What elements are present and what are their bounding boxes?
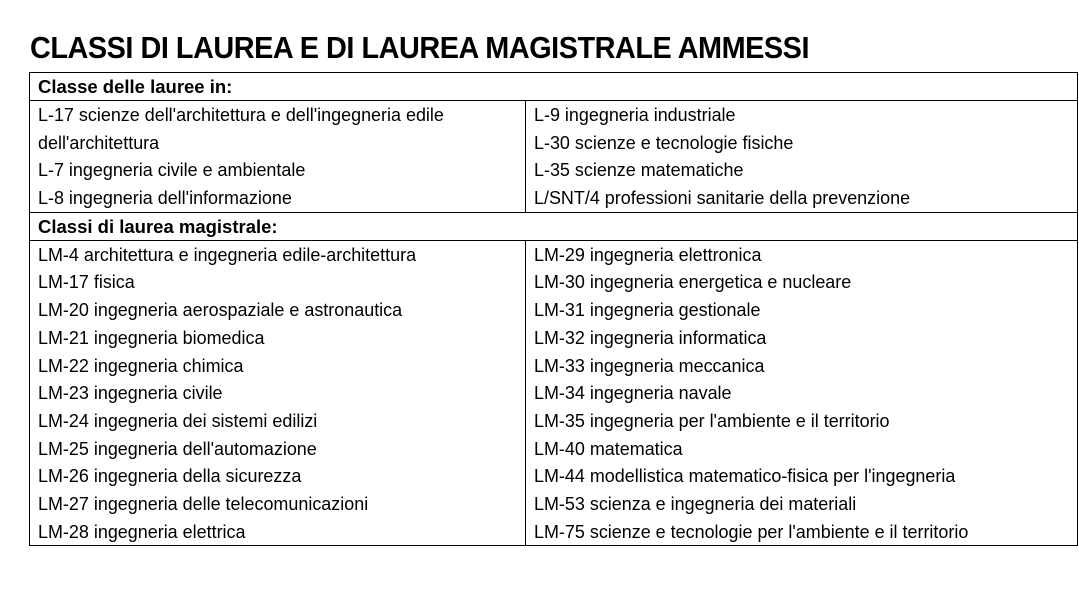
section-header-lauree: Classe delle lauree in:: [30, 73, 1078, 101]
list-item: LM-53 scienza e ingegneria dei materiali: [534, 492, 857, 514]
list-item: L-30 scienze e tecnologie fisiche: [534, 131, 794, 153]
list-item: LM-4 architettura e ingegneria edile-architettura: [38, 243, 417, 265]
list-item: LM-27 ingegneria delle telecomunicazioni: [38, 492, 369, 514]
magistrale-right-column: [526, 240, 1078, 546]
classes-table: [29, 72, 1078, 546]
list-item: L-17 scienze dell'architettura e dell'ingegneria edile: [38, 104, 444, 125]
list-item: LM-44 modellistica matematico-fisica per l'ingegneria: [534, 465, 956, 487]
list-item: LM-33 ingegneria meccanica: [534, 354, 765, 376]
list-item: LM-25 ingegneria dell'automazione: [38, 437, 317, 459]
list-item: LM-31 ingegneria gestionale: [534, 299, 761, 321]
lauree-left-column: [30, 101, 526, 213]
list-item: LM-21 ingegneria biomedica: [38, 326, 265, 348]
section-header-magistrale: Classi di laurea magistrale:: [30, 212, 1078, 240]
list-item: LM-23 ingegneria civile: [38, 382, 223, 404]
lauree-right-column: [526, 101, 1078, 213]
list-item: LM-22 ingegneria chimica: [38, 354, 244, 376]
list-item: LM-30 ingegneria energetica e nucleare: [534, 271, 852, 293]
list-item: L-35 scienze matematiche: [534, 159, 744, 181]
magistrale-left-column: [30, 240, 526, 546]
list-item: L-7 ingegneria civile e ambientale: [38, 159, 306, 181]
list-item: L-8 ingegneria dell'informazione: [38, 187, 292, 209]
list-item: LM-34 ingegneria navale: [534, 382, 732, 404]
page-title: CLASSI DI LAUREA E DI LAUREA MAGISTRALE AMMESSI: [30, 30, 810, 65]
list-item: LM-32 ingegneria informatica: [534, 326, 767, 348]
list-item: LM-26 ingegneria della sicurezza: [38, 465, 302, 487]
list-item: LM-29 ingegneria elettronica: [534, 243, 762, 265]
list-item: LM-28 ingegneria elettrica: [38, 520, 246, 542]
list-item: L-9 ingegneria industriale: [534, 104, 736, 125]
section-body-row: [30, 101, 1078, 213]
list-item: LM-35 ingegneria per l'ambiente e il territorio: [534, 409, 890, 431]
section-header-row: [30, 212, 1078, 240]
list-item: LM-40 matematica: [534, 437, 683, 459]
list-item: LM-75 scienze e tecnologie per l'ambiente e il territorio: [534, 520, 969, 542]
list-item: L/SNT/4 professioni sanitarie della prevenzione: [534, 187, 911, 209]
list-item: LM-17 fisica: [38, 271, 135, 293]
list-item: LM-20 ingegneria aerospaziale e astronautica: [38, 299, 403, 321]
section-header-row: [30, 73, 1078, 101]
section-body-row: [30, 240, 1078, 546]
list-item: LM-24 ingegneria dei sistemi edilizi: [38, 409, 318, 431]
list-item: dell'architettura: [38, 131, 160, 153]
